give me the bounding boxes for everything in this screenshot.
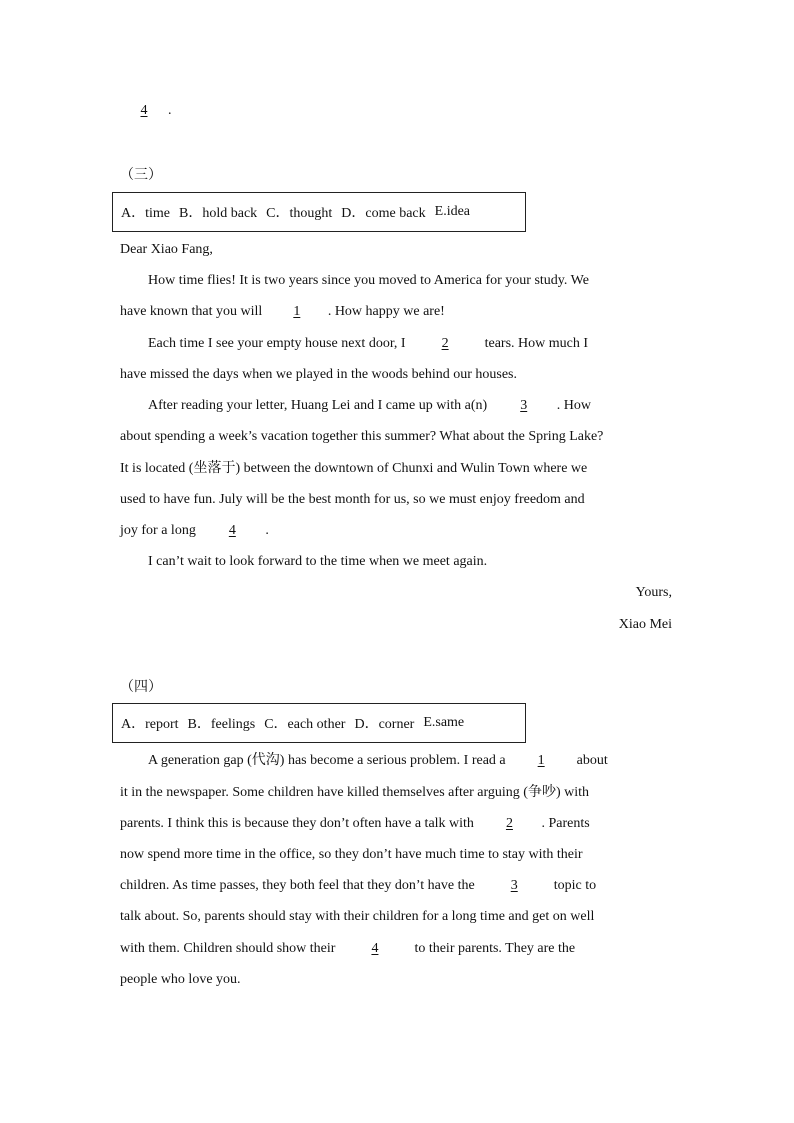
section-3-options-box — [112, 192, 526, 232]
paragraph-line: I can’t wait to look forward to the time when we meet again. — [148, 554, 488, 569]
paragraph-line: parents. I think this is because they don’t often have a talk with 2 . Parents — [120, 816, 590, 831]
paragraph-line: about spending a week’s vacation together this summer? What about the Spring Lake? — [120, 429, 604, 444]
blank-4: 4 — [371, 941, 379, 956]
letter-signature: Xiao Mei — [618, 617, 672, 632]
option-c: C．thought — [266, 206, 333, 221]
paragraph-line: Each time I see your empty house next door, I 2 tears. How much I — [148, 336, 589, 351]
option-e: E.same — [423, 715, 465, 730]
paragraph-line: have missed the days when we played in the woods behind our houses. — [120, 367, 517, 382]
blank-1: 1 — [537, 753, 545, 768]
option-b: B．feelings — [187, 717, 256, 732]
top-fragment: 4 . — [120, 102, 172, 120]
blank-3: 3 — [520, 398, 528, 413]
paragraph-line: After reading your letter, Huang Lei and I came up with a(n) 3 . How — [148, 398, 591, 413]
section-4-options-box — [112, 703, 526, 743]
option-d: D．come back — [341, 206, 426, 221]
blank-2: 2 — [441, 336, 449, 351]
blank-3: 3 — [510, 878, 518, 893]
paragraph-line: now spend more time in the office, so they don’t have much time to stay with their — [120, 847, 583, 862]
option-e: E.idea — [434, 204, 471, 219]
blank-4: 4 — [140, 103, 148, 118]
section-3-heading: （三） — [120, 168, 162, 183]
option-a: A．report — [121, 717, 179, 732]
paragraph-line: children. As time passes, they both feel that they don’t have the 3 topic to — [120, 878, 597, 893]
option-b: B．hold back — [179, 206, 258, 221]
option-c: C．each other — [264, 717, 346, 732]
paragraph-line: it in the newspaper. Some children have killed themselves after arguing (争吵) with — [120, 785, 590, 800]
option-a: A．time — [121, 206, 170, 221]
paragraph-line: A generation gap (代沟) has become a serious problem. I read a 1 about — [148, 753, 608, 768]
paragraph-line: It is located (坐落于) between the downtown of Chunxi and Wulin Town where we — [120, 461, 588, 476]
paragraph-line: used to have fun. July will be the best month for us, so we must enjoy freedom and — [120, 492, 585, 507]
paragraph-line: have known that you will 1 . How happy we are! — [120, 304, 445, 319]
blank-1: 1 — [293, 304, 301, 319]
section-4-heading: （四） — [120, 680, 162, 695]
blank-2: 2 — [505, 816, 513, 831]
paragraph-line: talk about. So, parents should stay with their children for a long time and get on well — [120, 909, 595, 924]
letter-closing: Yours, — [635, 585, 672, 600]
paragraph-line: people who love you. — [120, 972, 241, 987]
paragraph-line: joy for a long 4 . — [120, 523, 269, 538]
blank-4: 4 — [228, 523, 236, 538]
letter-greeting: Dear Xiao Fang, — [120, 242, 213, 257]
option-d: D．corner — [354, 717, 415, 732]
paragraph-line: with them. Children should show their 4 to their parents. They are the — [120, 941, 576, 956]
paragraph-line: How time flies! It is two years since you moved to America for your study. We — [148, 273, 589, 288]
